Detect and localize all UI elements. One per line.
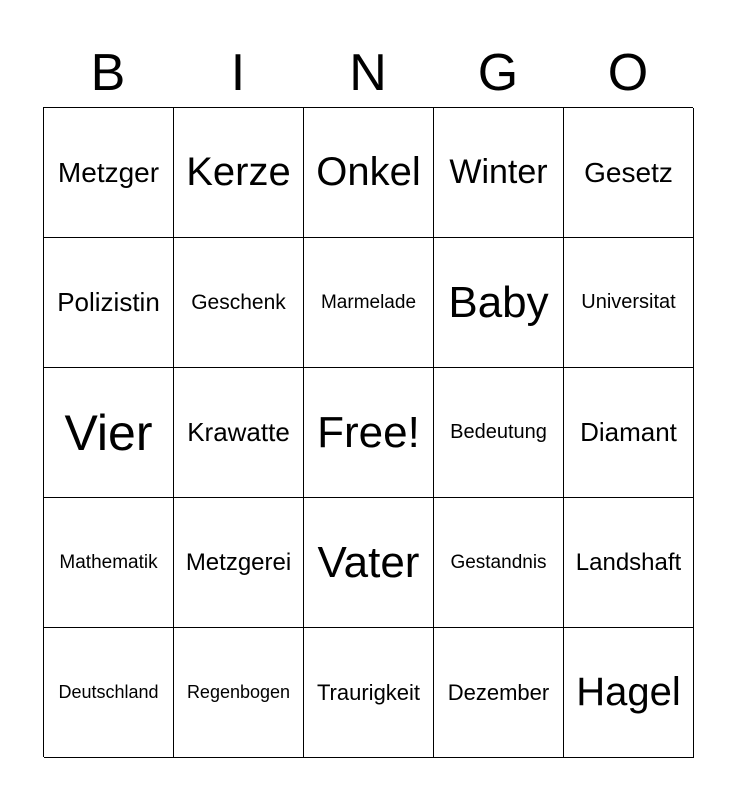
bingo-cell-r5-c4[interactable]: Dezember bbox=[434, 628, 564, 758]
bingo-board bbox=[43, 107, 693, 757]
bingo-cell-r3-c4[interactable]: Bedeutung bbox=[434, 368, 564, 498]
bingo-cell-r5-c1[interactable]: Deutschland bbox=[44, 628, 174, 758]
header-letter-o: O bbox=[607, 44, 649, 102]
bingo-cell-r1-c5[interactable]: Gesetz bbox=[564, 108, 694, 238]
bingo-cell-r3-c1[interactable]: Vier bbox=[44, 368, 174, 498]
bingo-cell-r5-c5[interactable]: Hagel bbox=[564, 628, 694, 758]
bingo-cell-free[interactable]: Free! bbox=[304, 368, 434, 498]
bingo-cell-r4-c4[interactable]: Gestandnis bbox=[434, 498, 564, 628]
bingo-cell-r5-c2[interactable]: Regenbogen bbox=[174, 628, 304, 758]
bingo-cell-r3-c2[interactable]: Krawatte bbox=[174, 368, 304, 498]
bingo-cell-r5-c3[interactable]: Traurigkeit bbox=[304, 628, 434, 758]
bingo-cell-r4-c5[interactable]: Landshaft bbox=[564, 498, 694, 628]
bingo-cell-r2-c4[interactable]: Baby bbox=[434, 238, 564, 368]
bingo-cell-r2-c3[interactable]: Marmelade bbox=[304, 238, 434, 368]
header-letter-b: B bbox=[90, 44, 126, 102]
bingo-cell-r1-c1[interactable]: Metzger bbox=[44, 108, 174, 238]
bingo-cell-r3-c5[interactable]: Diamant bbox=[564, 368, 694, 498]
bingo-cell-r4-c2[interactable]: Metzgerei bbox=[174, 498, 304, 628]
header-letter-n: N bbox=[349, 44, 387, 102]
header-letter-i: I bbox=[230, 44, 246, 102]
bingo-cell-r4-c1[interactable]: Mathematik bbox=[44, 498, 174, 628]
bingo-cell-r1-c4[interactable]: Winter bbox=[434, 108, 564, 238]
bingo-cell-r1-c3[interactable]: Onkel bbox=[304, 108, 434, 238]
bingo-cell-r2-c5[interactable]: Universitat bbox=[564, 238, 694, 368]
bingo-cell-r4-c3[interactable]: Vater bbox=[304, 498, 434, 628]
bingo-header bbox=[43, 38, 693, 108]
bingo-cell-r1-c2[interactable]: Kerze bbox=[174, 108, 304, 238]
bingo-cell-r2-c1[interactable]: Polizistin bbox=[44, 238, 174, 368]
bingo-cell-r2-c2[interactable]: Geschenk bbox=[174, 238, 304, 368]
header-letter-g: G bbox=[477, 44, 519, 102]
